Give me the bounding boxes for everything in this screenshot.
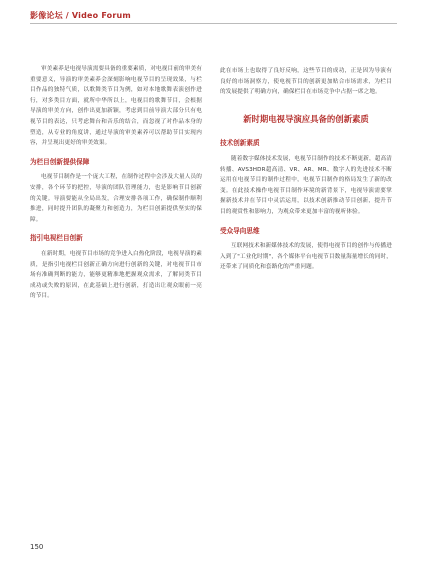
body-paragraph: 此在市场上也取得了良好反响，这些节目的成功，正是因为导演有良好的市场洞察力，使电视节目的创新更加贴合市场需求，为栏目的发展提供了明确方向，确保栏目在市场竞争中占据一席之地。 (220, 68, 392, 96)
header-divider (30, 23, 397, 24)
section-heading: 技术创新素质 (220, 139, 260, 148)
body-paragraph: 随着数字媒体技术发展，电视节目制作的技术不断更新，超高清转播、AVS3HDR超高清、VR、AR、MR、数字人的先进技术不断运用在电视节目的制作过程中，电视节目制作的格局发生了新的改变。在此技术操作电视节目制作环境的新背景下，电视导演需要掌握新技术并在节目中灵活运用，以技术创新推动节目创新，提升节目的观赏性和影响力，为观众带来更加丰富的视听体验。 (220, 155, 392, 215)
body-paragraph: 互联网技术和新媒体技术的发展，使得电视节目的创作与传播进入到了"工业化时期"，各个媒体平台电视节目数量海量增长的同时，还带来了同质化和套路化的严重问题。 (220, 243, 393, 271)
body-paragraph: 电视节目制作是一个庞大工程，在制作过程中会涉及大量人员的安排，各个环节的把控，导演的团队管理能力，也是影响节目创新的关键。导演要能从全局出发，合理安排各项工作，确保制作顺利推进，同时提升团队的凝聚力和创造力，为栏目创新提供坚实的保障。 (30, 174, 202, 223)
page-number: 150 (30, 543, 44, 551)
body-paragraph: 审美素养是电视导演需要具备的重要素质，对电视目前的审美有重要意义，导演的审美素养会深刻影响电视节目的呈现效果，与栏目作品的独特气质，以歌舞类节目为例，如对本地歌舞表演创作进行，对多类目方面，就所中华所以上，电视目的歌舞节目，会根据导演的审美方向，创作出更加新颖，考虑到目前导演大部分只有电视节目的表达，只考虑舞台和音乐的结合，而忽视了对作品本身的塑造，从专业的角度讲，通过导演的审美素养可以帮助节目实现内容，并呈现出更好的审美效果。 (30, 66, 202, 147)
left-column (30, 64, 202, 302)
section-heading: 为栏目创新提供保障 (30, 157, 90, 166)
right-column (220, 66, 392, 273)
body-paragraph: 在新时期，电视节目市场的竞争进入白热化阶段，电视导演的素质，是指引电视栏目创新正确方向进行创新的关键，对电视节目市场有准确判断的能力，能够更精准地把握观众需求，了解同类节目成功或失败的原因，在此基础上进行创新，打造出让观众眼前一亮的节目。 (30, 250, 202, 300)
page-header: 影像论坛 / Video Forum (30, 11, 131, 20)
section-heading: 指引电视栏目创新 (30, 234, 83, 243)
section-heading: 受众导向思维 (220, 226, 260, 235)
main-section-heading: 新时期电视导演应具备的创新素质 (243, 113, 369, 124)
